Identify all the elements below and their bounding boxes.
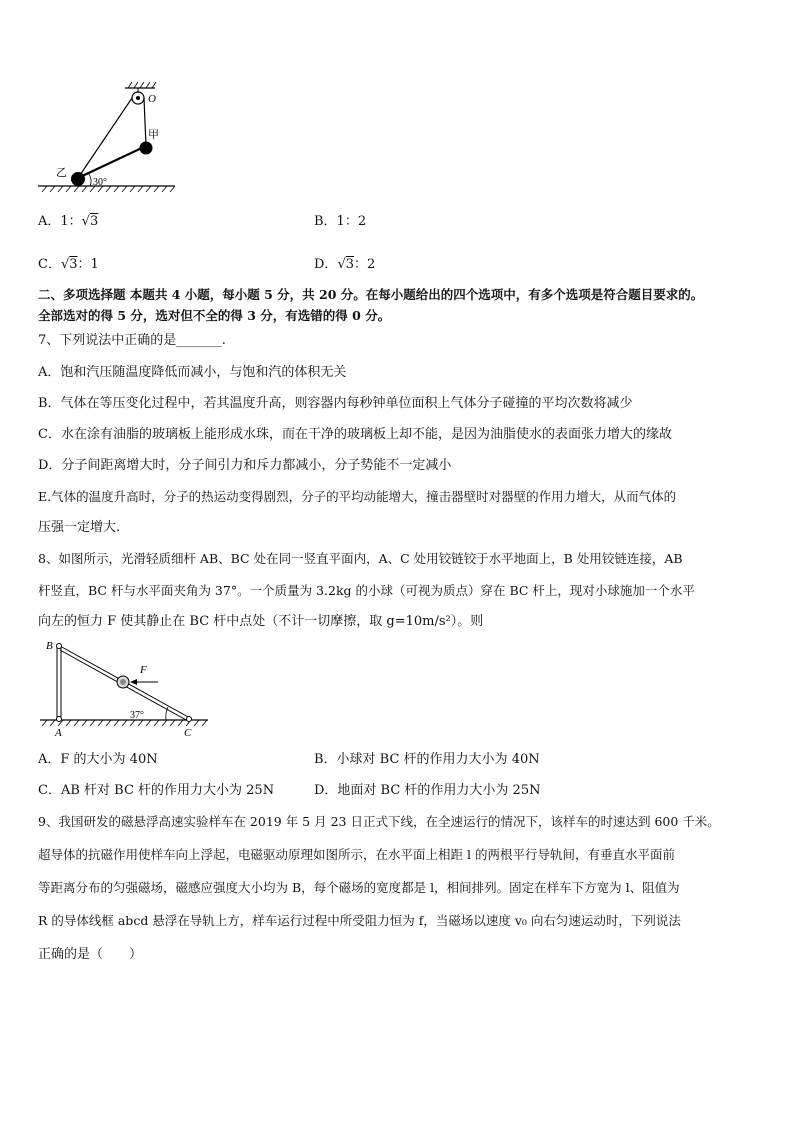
rods-figure xyxy=(38,636,213,741)
q6-option-d[interactable] xyxy=(314,256,375,274)
label-jia: 甲 xyxy=(148,129,159,141)
q6-option-c[interactable] xyxy=(38,256,99,274)
pulley-figure xyxy=(30,80,180,195)
q7-option-d[interactable]: D．分子间距离增大时，分子间引力和斥力都减小，分子势能不一定减小 xyxy=(38,458,452,473)
q6-option-c-prefix: C． xyxy=(38,257,61,272)
label-angle-37: 37° xyxy=(130,710,144,721)
q6-option-c-suffix: ：1 xyxy=(77,257,99,272)
q6-option-a[interactable] xyxy=(38,213,98,231)
q6-option-d-radicand: 3 xyxy=(345,257,355,272)
sqrt-sign: √ xyxy=(337,257,346,272)
q7-option-a[interactable]: A．饱和汽压随温度降低而减小，与饱和汽的体积无关 xyxy=(38,365,347,380)
sqrt-sign: √ xyxy=(81,214,90,229)
label-b: B xyxy=(46,640,53,652)
label-a: A xyxy=(55,727,62,739)
q7-option-b[interactable]: B．气体在等压变化过程中，若其温度升高，则容器内每秒钟单位面积上气体分子碰撞的平均次数将减少 xyxy=(38,396,633,411)
label-yi: 乙 xyxy=(56,167,67,179)
label-o: O xyxy=(148,93,156,105)
q8-stem-line1: 8、如图所示，光滑轻质细杆 AB、BC 处在同一竖直平面内，A、C 处用铰链铰于水平地面上，B 处用铰链连接，AB xyxy=(38,551,683,566)
q9-stem-line4: R 的导体线框 abcd 悬浮在导轨上方，样车运行过程中所受阻力恒为 f，当磁场以速度 v₀ 向右匀速运动时，下列说法 xyxy=(38,913,681,928)
q8-stem-line2: 杆竖直，BC 杆与水平面夹角为 37°。一个质量为 3.2kg 的小球（可视为质点）穿在 BC 杆上，现对小球施加一个水平 xyxy=(38,583,695,598)
q6-option-a-prefix: A．1： xyxy=(38,214,82,229)
q8-option-b[interactable]: B．小球对 BC 杆的作用力大小为 40N xyxy=(314,752,540,767)
q6-option-b[interactable]: B．1：2 xyxy=(314,214,367,229)
sqrt-sign: √ xyxy=(60,257,70,272)
q8-option-a[interactable]: A．F 的大小为 40N xyxy=(38,752,158,767)
q8-option-c[interactable]: C．AB 杆对 BC 杆的作用力大小为 25N xyxy=(38,783,275,798)
q9-stem-line1: 9、我国研发的磁悬浮高速实验样车在 2019 年 5 月 23 日正式下线，在全速运行的情况下，该样车的时速达到 600 千米。 xyxy=(38,814,720,829)
label-f: F xyxy=(140,664,147,676)
q7-option-e-line2: 压强一定增大. xyxy=(38,520,121,535)
q7-option-e-line1[interactable]: E.气体的温度升高时，分子的热运动变得剧烈，分子的平均动能增大，撞击器壁时对器壁的作用力增大，从而气体的 xyxy=(38,489,677,504)
section2-line1: 二、多项选择题 本题共 4 小题，每小题 5 分，共 20 分。在每小题给出的四个选项中，有多个选项是符合题目要求的。 xyxy=(38,287,704,302)
section2-line2: 全部选对的得 5 分，选对但不全的得 3 分，有选错的得 0 分。 xyxy=(38,308,391,323)
q6-option-c-radicand: 3 xyxy=(69,257,78,272)
q9-stem-line5: 正确的是（ ） xyxy=(38,947,143,962)
q7-option-c[interactable]: C．水在涂有油脂的玻璃板上能形成水珠，而在干净的玻璃板上却不能，是因为油脂使水的表面张力增大的缘故 xyxy=(38,427,672,442)
q6-option-a-radicand: 3 xyxy=(89,214,99,229)
label-c: C xyxy=(184,727,192,739)
q9-stem-line3: 等距离分布的匀强磁场，磁感应强度大小均为 B，每个磁场的宽度都是 l，相间排列。固定在样车下方宽为 l、阻值为 xyxy=(38,880,680,895)
q8-stem-line3: 向左的恒力 F 使其静止在 BC 杆中点处（不计一切摩擦，取 g=10m/s²）。则 xyxy=(38,614,484,629)
q6-option-d-prefix: D． xyxy=(314,257,338,272)
q9-stem-line2: 超导体的抗磁作用使样车向上浮起，电磁驱动原理如图所示，在水平面上相距 l 的两根平行导轨间，有垂直水平面前 xyxy=(38,847,675,862)
q7-stem: 7、下列说法中正确的是_______. xyxy=(38,333,226,348)
q8-option-d[interactable]: D．地面对 BC 杆的作用力大小为 25N xyxy=(314,783,541,798)
label-angle-30: 30° xyxy=(93,177,107,188)
q6-option-d-suffix: ：2 xyxy=(354,257,376,272)
